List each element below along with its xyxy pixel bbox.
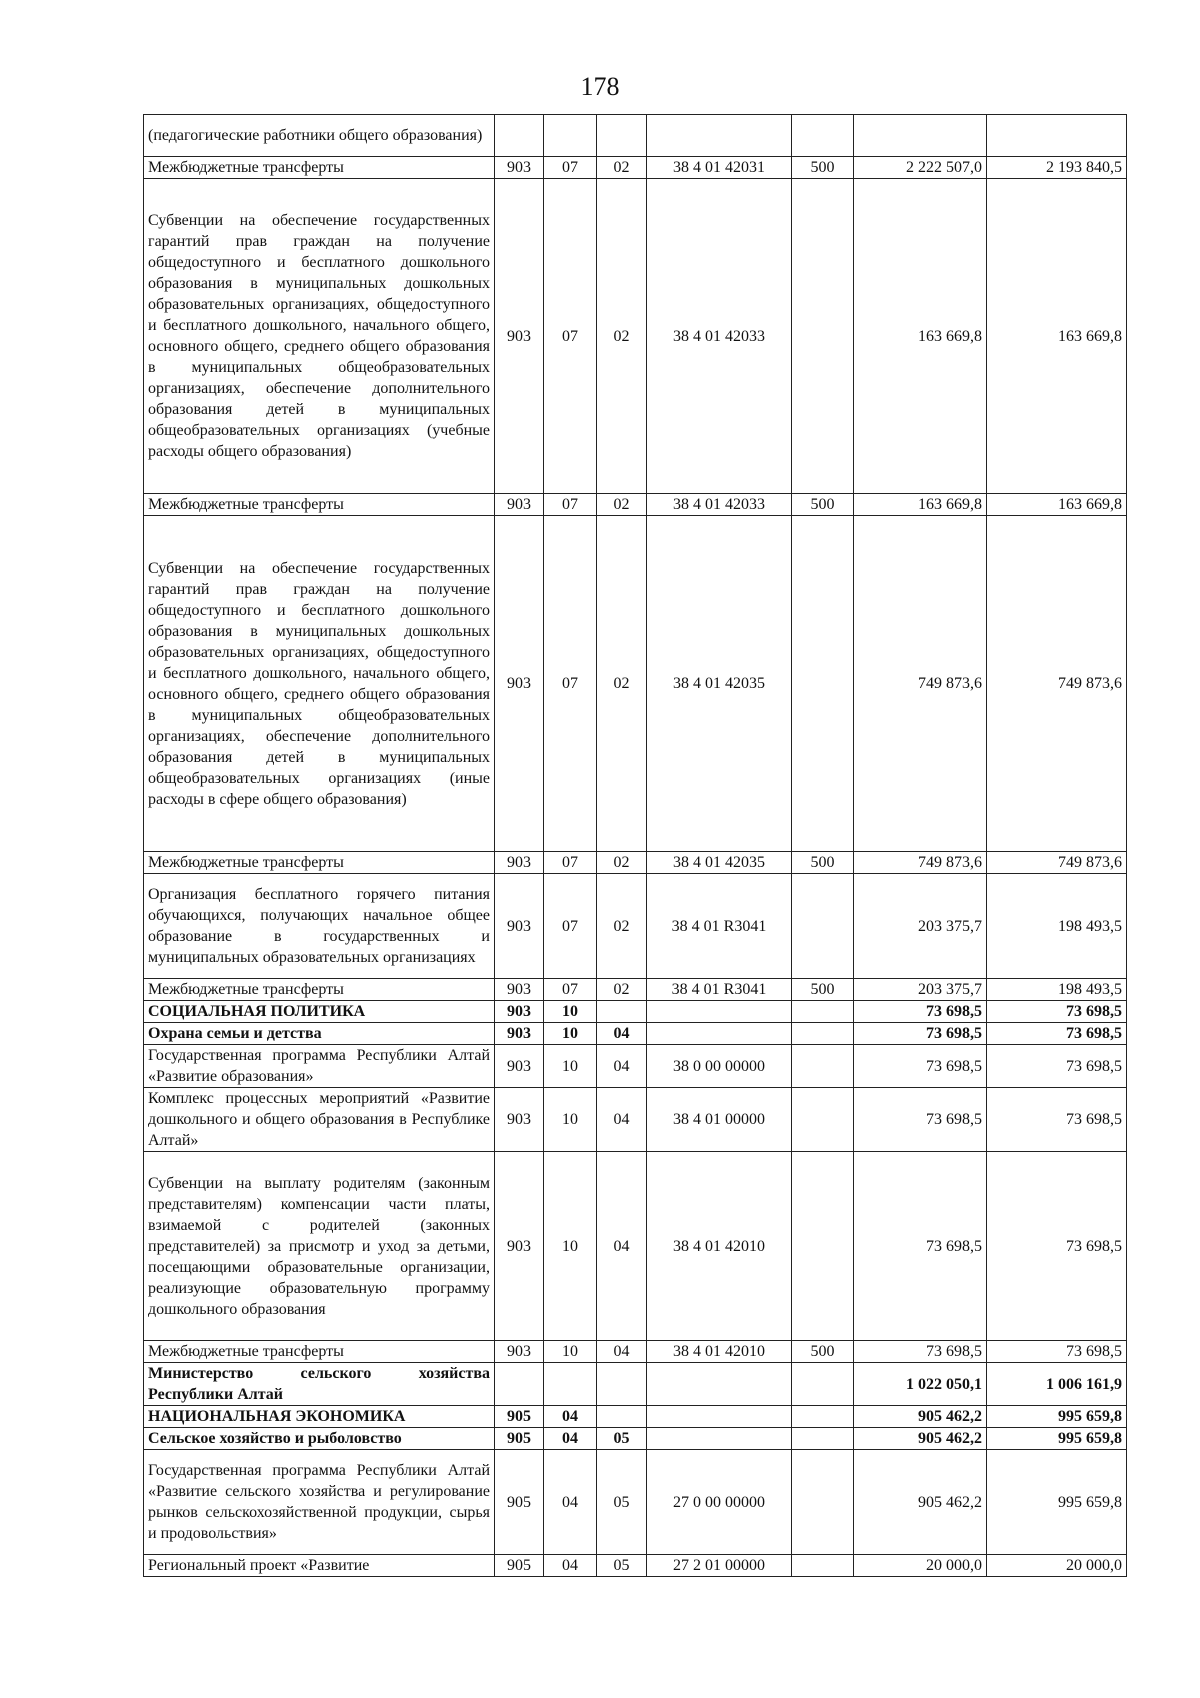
row-gr-cell: 903 bbox=[495, 852, 544, 874]
row-pr-cell: 02 bbox=[597, 874, 647, 979]
table-row bbox=[144, 157, 1127, 179]
row-gr-cell: 903 bbox=[495, 1001, 544, 1023]
row-pr-cell: 04 bbox=[597, 1341, 647, 1363]
row-csr-cell: 38 4 01 R3041 bbox=[647, 874, 792, 979]
row-gr-cell: 905 bbox=[495, 1555, 544, 1577]
table-row bbox=[144, 1001, 1127, 1023]
row-sum-2024-cell bbox=[854, 115, 987, 157]
row-csr-cell bbox=[647, 1023, 792, 1045]
row-sum-2024-cell: 73 698,5 bbox=[854, 1045, 987, 1088]
row-sum-2025-cell: 995 659,8 bbox=[987, 1406, 1127, 1428]
row-sum-2024-cell: 163 669,8 bbox=[854, 179, 987, 494]
row-csr-cell bbox=[647, 1428, 792, 1450]
row-vr-cell bbox=[792, 1045, 854, 1088]
row-csr-cell bbox=[647, 1363, 792, 1406]
row-name-cell: Межбюджетные трансферты bbox=[144, 1341, 495, 1363]
row-rz-cell bbox=[544, 115, 597, 157]
row-rz-cell: 07 bbox=[544, 979, 597, 1001]
row-sum-2024-cell: 73 698,5 bbox=[854, 1088, 987, 1152]
row-gr-cell: 903 bbox=[495, 1023, 544, 1045]
row-pr-cell: 05 bbox=[597, 1555, 647, 1577]
row-name-cell: Межбюджетные трансферты bbox=[144, 494, 495, 516]
row-name-cell: (педагогические работники общего образования) bbox=[144, 115, 495, 157]
row-sum-2025-cell: 163 669,8 bbox=[987, 494, 1127, 516]
row-sum-2024-cell: 73 698,5 bbox=[854, 1152, 987, 1341]
table-row bbox=[144, 979, 1127, 1001]
row-vr-cell bbox=[792, 1152, 854, 1341]
row-name-cell: Организация бесплатного горячего питания обучающихся, получающих начальное общее образование в государственных и муниципальных образовательных организациях bbox=[144, 874, 495, 979]
row-sum-2024-cell: 20 000,0 bbox=[854, 1555, 987, 1577]
row-sum-2024-cell: 749 873,6 bbox=[854, 516, 987, 852]
row-gr-cell: 903 bbox=[495, 157, 544, 179]
row-csr-cell bbox=[647, 115, 792, 157]
row-pr-cell bbox=[597, 1363, 647, 1406]
row-pr-cell: 04 bbox=[597, 1023, 647, 1045]
table-row bbox=[144, 1023, 1127, 1045]
table-row bbox=[144, 1428, 1127, 1450]
row-sum-2024-cell: 905 462,2 bbox=[854, 1450, 987, 1555]
row-sum-2024-cell: 203 375,7 bbox=[854, 874, 987, 979]
row-sum-2024-cell: 73 698,5 bbox=[854, 1001, 987, 1023]
row-gr-cell: 903 bbox=[495, 179, 544, 494]
row-name-cell: Региональный проект «Развитие bbox=[144, 1555, 495, 1577]
row-rz-cell: 07 bbox=[544, 516, 597, 852]
row-name-cell: Межбюджетные трансферты bbox=[144, 852, 495, 874]
row-name-cell: Субвенции на выплату родителям (законным представителям) компенсации части платы, взимаемой с родителей (законных представителей) за присмотр и уход за детьми, посещающими образовательные организации, реализующие образовательную программу дошкольного образования bbox=[144, 1152, 495, 1341]
row-sum-2024-cell: 73 698,5 bbox=[854, 1023, 987, 1045]
row-csr-cell: 38 0 00 00000 bbox=[647, 1045, 792, 1088]
row-csr-cell: 38 4 01 42033 bbox=[647, 494, 792, 516]
table-row bbox=[144, 516, 1127, 852]
row-csr-cell: 38 4 01 42035 bbox=[647, 852, 792, 874]
row-vr-cell bbox=[792, 1450, 854, 1555]
row-csr-cell: 38 4 01 42031 bbox=[647, 157, 792, 179]
row-pr-cell: 02 bbox=[597, 179, 647, 494]
row-vr-cell bbox=[792, 1088, 854, 1152]
table-row bbox=[144, 1341, 1127, 1363]
row-sum-2024-cell: 749 873,6 bbox=[854, 852, 987, 874]
row-gr-cell: 903 bbox=[495, 1088, 544, 1152]
row-vr-cell bbox=[792, 1406, 854, 1428]
row-name-cell: Министерство сельского хозяйства Республики Алтай bbox=[144, 1363, 495, 1406]
row-vr-cell bbox=[792, 516, 854, 852]
row-gr-cell: 905 bbox=[495, 1406, 544, 1428]
row-sum-2025-cell: 749 873,6 bbox=[987, 516, 1127, 852]
row-sum-2025-cell: 73 698,5 bbox=[987, 1152, 1127, 1341]
row-rz-cell: 07 bbox=[544, 874, 597, 979]
row-vr-cell bbox=[792, 1023, 854, 1045]
row-sum-2025-cell: 198 493,5 bbox=[987, 874, 1127, 979]
row-csr-cell bbox=[647, 1406, 792, 1428]
row-name-cell: Субвенции на обеспечение государственных гарантий прав граждан на получение общедоступного и бесплатного дошкольного образования в муниципальных дошкольных образовательных организациях, общедоступного и бесплатного дошкольного, начального общего, основного общего, среднего общего образования в муниципальных общеобразовательных организациях, обеспечение дополнительного образования детей в муниципальных общеобразовательных организациях (иные расходы в сфере общего образования) bbox=[144, 516, 495, 852]
row-sum-2024-cell: 905 462,2 bbox=[854, 1406, 987, 1428]
row-name-cell: Комплекс процессных мероприятий «Развитие дошкольного и общего образования в Республике Алтай» bbox=[144, 1088, 495, 1152]
row-vr-cell: 500 bbox=[792, 979, 854, 1001]
row-name-cell: Государственная программа Республики Алтай «Развитие сельского хозяйства и регулирование рынков сельскохозяйственной продукции, сырья и продовольствия» bbox=[144, 1450, 495, 1555]
row-csr-cell: 38 4 01 42010 bbox=[647, 1341, 792, 1363]
row-gr-cell: 903 bbox=[495, 494, 544, 516]
row-pr-cell bbox=[597, 1001, 647, 1023]
row-gr-cell: 903 bbox=[495, 874, 544, 979]
row-rz-cell: 04 bbox=[544, 1555, 597, 1577]
row-rz-cell: 07 bbox=[544, 157, 597, 179]
row-sum-2025-cell: 73 698,5 bbox=[987, 1341, 1127, 1363]
row-pr-cell: 02 bbox=[597, 516, 647, 852]
row-sum-2024-cell: 1 022 050,1 bbox=[854, 1363, 987, 1406]
row-pr-cell: 02 bbox=[597, 979, 647, 1001]
row-vr-cell bbox=[792, 1428, 854, 1450]
row-name-cell: СОЦИАЛЬНАЯ ПОЛИТИКА bbox=[144, 1001, 495, 1023]
row-rz-cell: 04 bbox=[544, 1450, 597, 1555]
budget-table bbox=[143, 114, 1127, 1577]
table-row bbox=[144, 1088, 1127, 1152]
row-vr-cell bbox=[792, 115, 854, 157]
row-vr-cell bbox=[792, 179, 854, 494]
row-rz-cell: 07 bbox=[544, 494, 597, 516]
row-name-cell: Межбюджетные трансферты bbox=[144, 979, 495, 1001]
row-pr-cell bbox=[597, 115, 647, 157]
row-sum-2025-cell: 73 698,5 bbox=[987, 1023, 1127, 1045]
row-rz-cell: 10 bbox=[544, 1152, 597, 1341]
table-row bbox=[144, 852, 1127, 874]
row-rz-cell: 04 bbox=[544, 1428, 597, 1450]
row-gr-cell: 903 bbox=[495, 516, 544, 852]
row-name-cell: Государственная программа Республики Алтай «Развитие образования» bbox=[144, 1045, 495, 1088]
row-sum-2024-cell: 73 698,5 bbox=[854, 1341, 987, 1363]
row-sum-2024-cell: 2 222 507,0 bbox=[854, 157, 987, 179]
row-gr-cell: 903 bbox=[495, 1045, 544, 1088]
row-csr-cell: 27 0 00 00000 bbox=[647, 1450, 792, 1555]
row-gr-cell bbox=[495, 1363, 544, 1406]
row-sum-2024-cell: 163 669,8 bbox=[854, 494, 987, 516]
row-sum-2025-cell: 2 193 840,5 bbox=[987, 157, 1127, 179]
row-rz-cell: 04 bbox=[544, 1406, 597, 1428]
row-pr-cell: 04 bbox=[597, 1045, 647, 1088]
row-gr-cell: 903 bbox=[495, 1152, 544, 1341]
row-gr-cell: 903 bbox=[495, 979, 544, 1001]
row-name-cell: НАЦИОНАЛЬНАЯ ЭКОНОМИКА bbox=[144, 1406, 495, 1428]
row-pr-cell: 04 bbox=[597, 1088, 647, 1152]
row-name-cell: Сельское хозяйство и рыболовство bbox=[144, 1428, 495, 1450]
row-pr-cell: 05 bbox=[597, 1428, 647, 1450]
row-vr-cell: 500 bbox=[792, 157, 854, 179]
row-sum-2025-cell: 20 000,0 bbox=[987, 1555, 1127, 1577]
table-row bbox=[144, 1450, 1127, 1555]
row-pr-cell: 05 bbox=[597, 1450, 647, 1555]
row-rz-cell bbox=[544, 1363, 597, 1406]
row-vr-cell bbox=[792, 1555, 854, 1577]
row-rz-cell: 10 bbox=[544, 1023, 597, 1045]
row-sum-2025-cell: 198 493,5 bbox=[987, 979, 1127, 1001]
table-row bbox=[144, 1363, 1127, 1406]
table-row bbox=[144, 179, 1127, 494]
table-row bbox=[144, 115, 1127, 157]
row-sum-2025-cell bbox=[987, 115, 1127, 157]
row-rz-cell: 07 bbox=[544, 179, 597, 494]
table-row bbox=[144, 1045, 1127, 1088]
row-vr-cell: 500 bbox=[792, 494, 854, 516]
row-pr-cell bbox=[597, 1406, 647, 1428]
row-csr-cell: 38 4 01 R3041 bbox=[647, 979, 792, 1001]
row-sum-2025-cell: 749 873,6 bbox=[987, 852, 1127, 874]
row-pr-cell: 02 bbox=[597, 494, 647, 516]
row-vr-cell bbox=[792, 1363, 854, 1406]
row-name-cell: Субвенции на обеспечение государственных гарантий прав граждан на получение общедоступного и бесплатного дошкольного образования в муниципальных дошкольных образовательных организациях, общедоступного и бесплатного дошкольного, начального общего, основного общего, среднего общего образования в муниципальных общеобразовательных организациях, обеспечение дополнительного образования детей в муниципальных общеобразовательных организациях (учебные расходы общего образования) bbox=[144, 179, 495, 494]
row-pr-cell: 04 bbox=[597, 1152, 647, 1341]
row-csr-cell: 38 4 01 42010 bbox=[647, 1152, 792, 1341]
row-sum-2025-cell: 995 659,8 bbox=[987, 1450, 1127, 1555]
row-rz-cell: 10 bbox=[544, 1341, 597, 1363]
table-row bbox=[144, 874, 1127, 979]
row-gr-cell: 905 bbox=[495, 1428, 544, 1450]
row-rz-cell: 10 bbox=[544, 1001, 597, 1023]
row-gr-cell bbox=[495, 115, 544, 157]
row-rz-cell: 07 bbox=[544, 852, 597, 874]
row-csr-cell bbox=[647, 1001, 792, 1023]
row-gr-cell: 905 bbox=[495, 1450, 544, 1555]
row-sum-2024-cell: 203 375,7 bbox=[854, 979, 987, 1001]
row-rz-cell: 10 bbox=[544, 1088, 597, 1152]
row-pr-cell: 02 bbox=[597, 157, 647, 179]
row-sum-2025-cell: 73 698,5 bbox=[987, 1001, 1127, 1023]
table-row bbox=[144, 1406, 1127, 1428]
row-rz-cell: 10 bbox=[544, 1045, 597, 1088]
table-row bbox=[144, 1555, 1127, 1577]
row-sum-2025-cell: 73 698,5 bbox=[987, 1088, 1127, 1152]
row-sum-2024-cell: 905 462,2 bbox=[854, 1428, 987, 1450]
table-row bbox=[144, 1152, 1127, 1341]
table-row bbox=[144, 494, 1127, 516]
row-name-cell: Охрана семьи и детства bbox=[144, 1023, 495, 1045]
row-sum-2025-cell: 73 698,5 bbox=[987, 1045, 1127, 1088]
row-csr-cell: 27 2 01 00000 bbox=[647, 1555, 792, 1577]
row-vr-cell: 500 bbox=[792, 1341, 854, 1363]
row-csr-cell: 38 4 01 42035 bbox=[647, 516, 792, 852]
page-number: 178 bbox=[580, 72, 620, 101]
row-vr-cell bbox=[792, 1001, 854, 1023]
row-pr-cell: 02 bbox=[597, 852, 647, 874]
row-gr-cell: 903 bbox=[495, 1341, 544, 1363]
row-name-cell: Межбюджетные трансферты bbox=[144, 157, 495, 179]
row-sum-2025-cell: 1 006 161,9 bbox=[987, 1363, 1127, 1406]
row-vr-cell: 500 bbox=[792, 852, 854, 874]
row-csr-cell: 38 4 01 00000 bbox=[647, 1088, 792, 1152]
row-sum-2025-cell: 995 659,8 bbox=[987, 1428, 1127, 1450]
row-sum-2025-cell: 163 669,8 bbox=[987, 179, 1127, 494]
row-csr-cell: 38 4 01 42033 bbox=[647, 179, 792, 494]
row-vr-cell bbox=[792, 874, 854, 979]
